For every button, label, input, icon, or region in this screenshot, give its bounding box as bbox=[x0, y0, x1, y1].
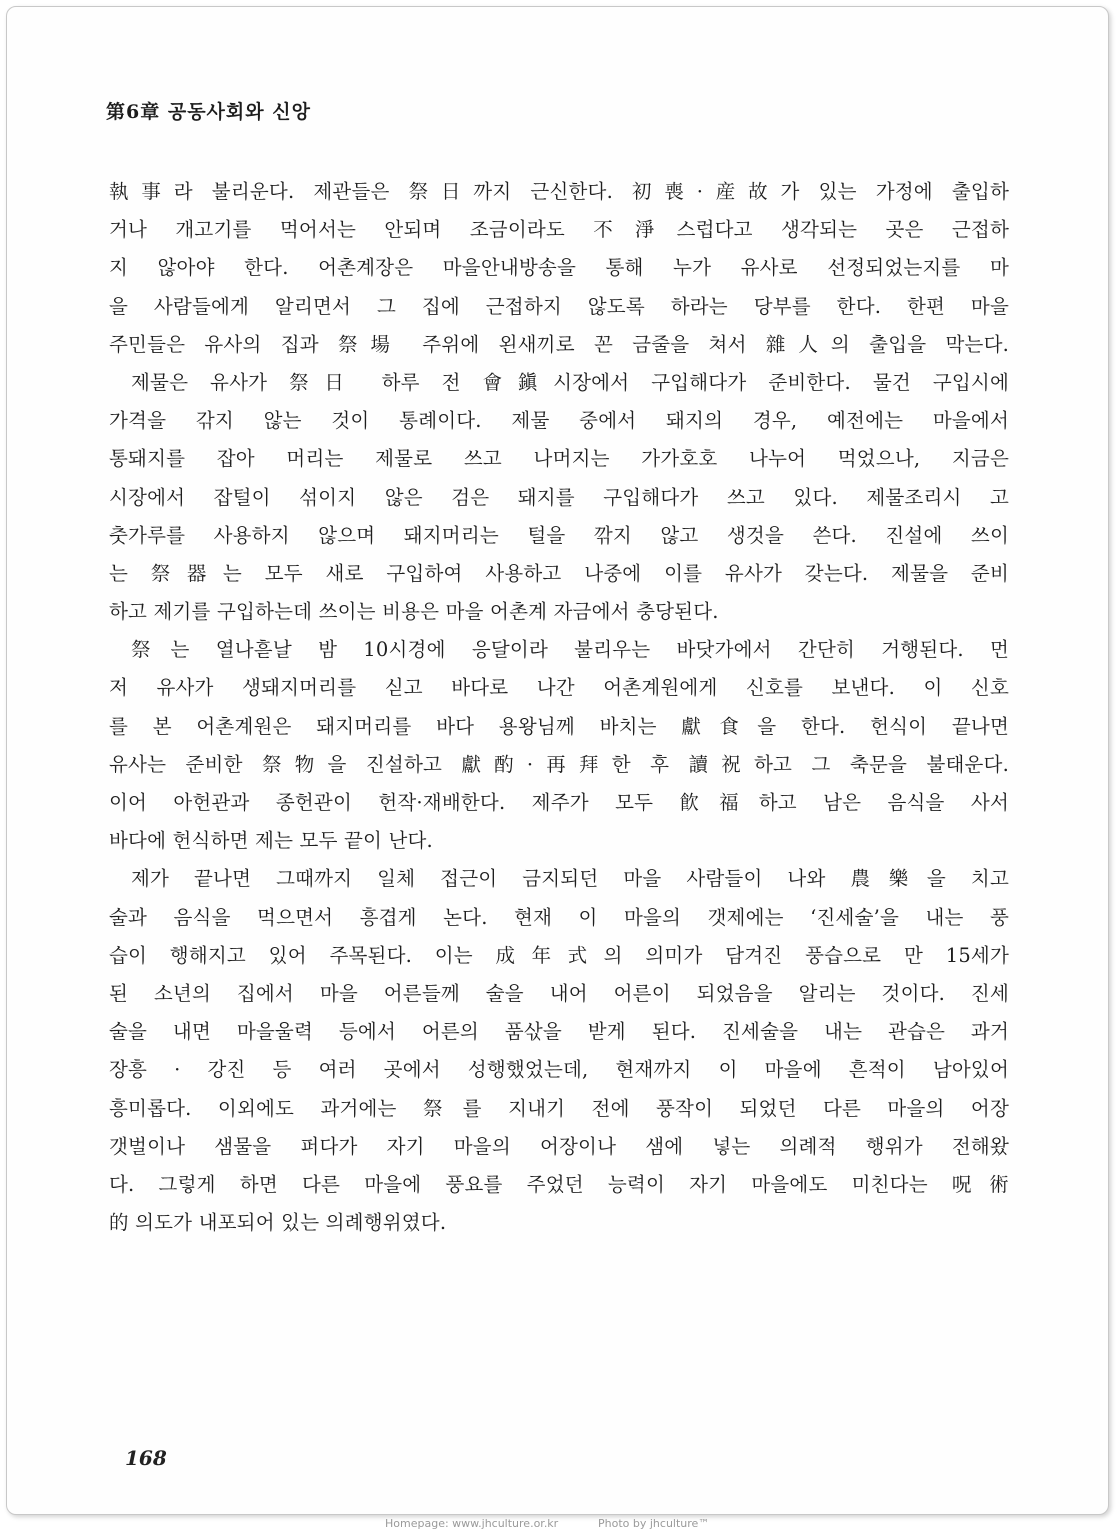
text-line: 지 않아야 한다. 어촌계장은 마을안내방송을 통해 누가 유사로 선정되었는지를 마 bbox=[109, 256, 1009, 280]
text-line: 시장에서 잡털이 섞이지 않은 검은 돼지를 구입해다가 쓰고 있다. 제물조리시 고 bbox=[109, 485, 1009, 509]
text-line: 는 祭器는 모두 새로 구입하여 사용하고 나중에 이를 유사가 갖는다. 제물을 준비 bbox=[109, 561, 1009, 585]
text-line: 다. 그렇게 하면 다른 마을에 풍요를 주었던 능력이 자기 마을에도 미친다는 呪術 bbox=[109, 1172, 1009, 1196]
text-line: 습이 행해지고 있어 주목된다. 이는 成年式의 의미가 담겨진 풍습으로 만 15세가 bbox=[109, 943, 1009, 967]
text-line: 바다에 헌식하면 제는 모두 끝이 난다. bbox=[109, 829, 433, 853]
text-line: 제가 끝나면 그때까지 일체 접근이 금지되던 마을 사람들이 나와 農樂을 치고 bbox=[131, 867, 1009, 891]
text-line: 춧가루를 사용하지 않으며 돼지머리는 털을 깎지 않고 생것을 쓴다. 진설에 쓰이 bbox=[109, 523, 1009, 547]
text-line: 갯벌이나 샘물을 퍼다가 자기 마을의 어장이나 샘에 넣는 의례적 행위가 전해왔 bbox=[109, 1134, 1009, 1158]
footer bbox=[0, 1514, 1119, 1534]
text-line: 흥미롭다. 이외에도 과거에는 祭를 지내기 전에 풍작이 되었던 다른 마을의 어장 bbox=[109, 1096, 1009, 1120]
text-line: 執事라 불리운다. 제관들은 祭日까지 근신한다. 初喪·産故가 있는 가정에 출입하 bbox=[109, 180, 1009, 203]
book-page bbox=[7, 7, 1108, 1514]
photo-credit: Photo by jhculture™ bbox=[598, 1517, 710, 1530]
text-line: 를 본 어촌계원은 돼지머리를 바다 용왕님께 바치는 獻食을 한다. 헌식이 끝나면 bbox=[109, 714, 1009, 738]
text-line: 을 사람들에게 알리면서 그 집에 근접하지 않도록 하라는 당부를 한다. 한편 마을 bbox=[109, 294, 1009, 318]
text-line: 하고 제기를 구입하는데 쓰이는 비용은 마을 어촌계 자금에서 충당된다. bbox=[109, 600, 719, 624]
chapter-header: 第6章 공동사회와 신앙 bbox=[106, 101, 311, 123]
text-line: 통돼지를 잡아 머리는 제물로 쓰고 나머지는 가가호호 나누어 먹었으나, 지금은 bbox=[109, 447, 1009, 471]
text-line: 祭는 열나흗날 밤 10시경에 응달이라 불리우는 바닷가에서 간단히 거행된다. 먼 bbox=[131, 638, 1009, 662]
body-text bbox=[109, 173, 1009, 1242]
text-line: 유사는 준비한 祭物을 진설하고 獻酌·再拜한 후 讀祝하고 그 축문을 불태운다. bbox=[109, 752, 1009, 776]
text-line: 이어 아헌관과 종헌관이 헌작·재배한다. 제주가 모두 飮福하고 남은 음식을 사서 bbox=[109, 791, 1009, 814]
homepage-link[interactable]: Homepage: www.jhculture.or.kr bbox=[385, 1517, 559, 1530]
text-line: 된 소년의 집에서 마을 어른들께 술을 내어 어른이 되었음을 알리는 것이다. 진세 bbox=[109, 981, 1009, 1005]
text-line: 제물은 유사가 祭日 하루 전 會鎭시장에서 구입해다가 준비한다. 물건 구입시에 bbox=[131, 370, 1009, 394]
text-line: 저 유사가 생돼지머리를 싣고 바다로 나간 어촌계원에게 신호를 보낸다. 이 신호 bbox=[109, 676, 1009, 700]
text-line: 주민들은 유사의 집과 祭場 주위에 왼새끼로 꼰 금줄을 쳐서 雜人의 출입을 막는다. bbox=[109, 332, 1009, 356]
text-line: 가격을 갂지 않는 것이 통례이다. 제물 중에서 돼지의 경우, 예전에는 마을에서 bbox=[109, 409, 1009, 433]
text-line: 的 의도가 내포되어 있는 의례행위였다. bbox=[109, 1211, 447, 1235]
text-line: 술과 음식을 먹으면서 흥겹게 논다. 현재 이 마을의 갯제에는 ‘진세술’을 내는 풍 bbox=[109, 905, 1009, 929]
text-line: 장흥 · 강진 등 여러 곳에서 성행했었는데, 현재까지 이 마을에 흔적이 남아있어 bbox=[109, 1058, 1009, 1082]
page-frame bbox=[6, 6, 1109, 1515]
text-line: 술을 내면 마을울력 등에서 어른의 품삯을 받게 된다. 진세술을 내는 관습은 과거 bbox=[109, 1020, 1009, 1044]
text-line: 거나 개고기를 먹어서는 안되며 조금이라도 不淨스럽다고 생각되는 곳은 근접하 bbox=[109, 218, 1009, 242]
page-number: 168 bbox=[125, 1446, 167, 1470]
